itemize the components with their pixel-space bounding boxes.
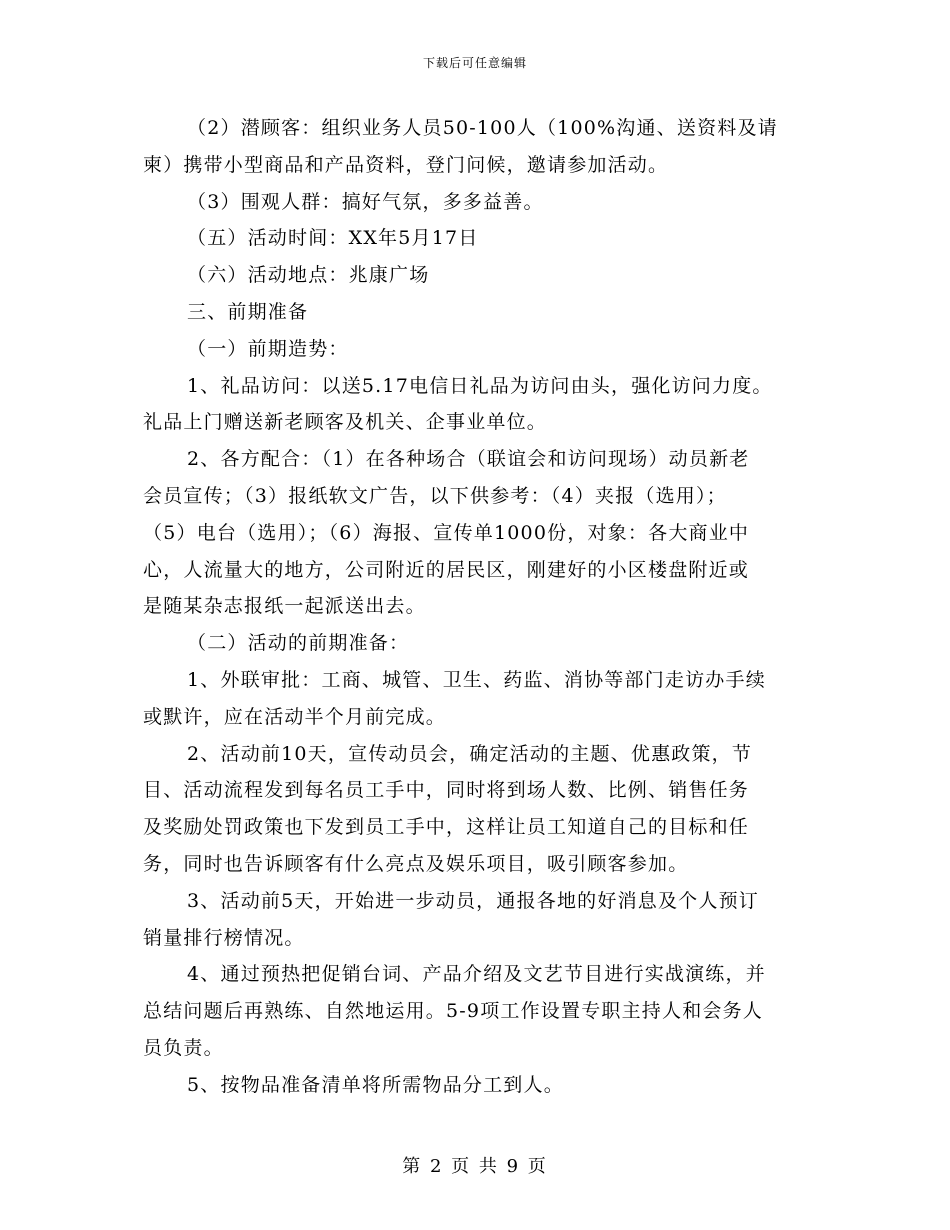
text-line: （3）围观人群：搞好气氛，多多益善。 [187, 190, 544, 213]
text-line: （六）活动地点：兆康广场 [187, 264, 430, 287]
text-line: 或默许，应在活动半个月前完成。 [143, 705, 447, 728]
page-header: 下载后可任意编辑 [422, 56, 527, 70]
text-line: 目、活动流程发到每名员工手中，同时将到场人数、比例、销售任务 [143, 779, 750, 802]
text-line: 务，同时也告诉顾客有什么亮点及娱乐项目，吸引顾客参加。 [143, 852, 689, 875]
text-line: （一）前期造势： [187, 337, 349, 360]
document-body [143, 110, 803, 1104]
text-line: 2、活动前10天，宣传动员会，确定活动的主题、优惠政策，节 [187, 742, 753, 765]
text-line: 柬）携带小型商品和产品资料，登门问候，邀请参加活动。 [143, 153, 669, 176]
text-line: 总结问题后再熟练、自然地运用。5-9项工作设置专职主持人和会务人 [143, 1000, 763, 1023]
text-line: 4、通过预热把促销台词、产品介绍及文艺节目进行实战演练，并 [187, 963, 766, 986]
text-line: 3、活动前5天，开始进一步动员，通报各地的好消息及个人预订 [187, 889, 759, 912]
text-line: 心，人流量大的地方，公司附近的居民区，刚建好的小区楼盘附近或 [143, 558, 750, 581]
text-line: 2、各方配合：（1）在各种场合（联谊会和访问现场）动员新老 [187, 448, 750, 471]
text-line: 会员宣传；（3）报纸软文广告，以下供参考：（4）夹报（选用）； [143, 484, 727, 507]
text-line: （2）潜顾客：组织业务人员50-100人（100%沟通、送资料及请 [187, 117, 778, 139]
text-line: 员负责。 [143, 1036, 224, 1059]
page-footer: 第 2 页 共 9 页 [402, 1156, 548, 1177]
text-line: （5）电台（选用）；（6）海报、宣传单1000份，对象：各大商业中 [143, 521, 750, 544]
text-line: 三、前期准备 [187, 300, 309, 323]
text-line: 5、按物品准备清单将所需物品分工到人。 [187, 1073, 564, 1096]
text-line: （二）活动的前期准备： [187, 632, 410, 655]
text-line: 1、礼品访问：以送5.17电信日礼品为访问由头，强化访问力度。 [187, 374, 773, 397]
text-line: （五）活动时间：XX年5月17日 [187, 227, 479, 250]
text-line: 礼品上门赠送新老顾客及机关、企事业单位。 [143, 411, 548, 434]
text-line: 1、外联审批：工商、城管、卫生、药监、消协等部门走访办手续 [187, 668, 766, 691]
text-line: 是随某杂志报纸一起派送出去。 [143, 595, 426, 618]
text-line: 销量排行榜情况。 [143, 926, 305, 949]
text-line: 及奖励处罚政策也下发到员工手中，这样让员工知道自己的目标和任 [143, 816, 750, 839]
